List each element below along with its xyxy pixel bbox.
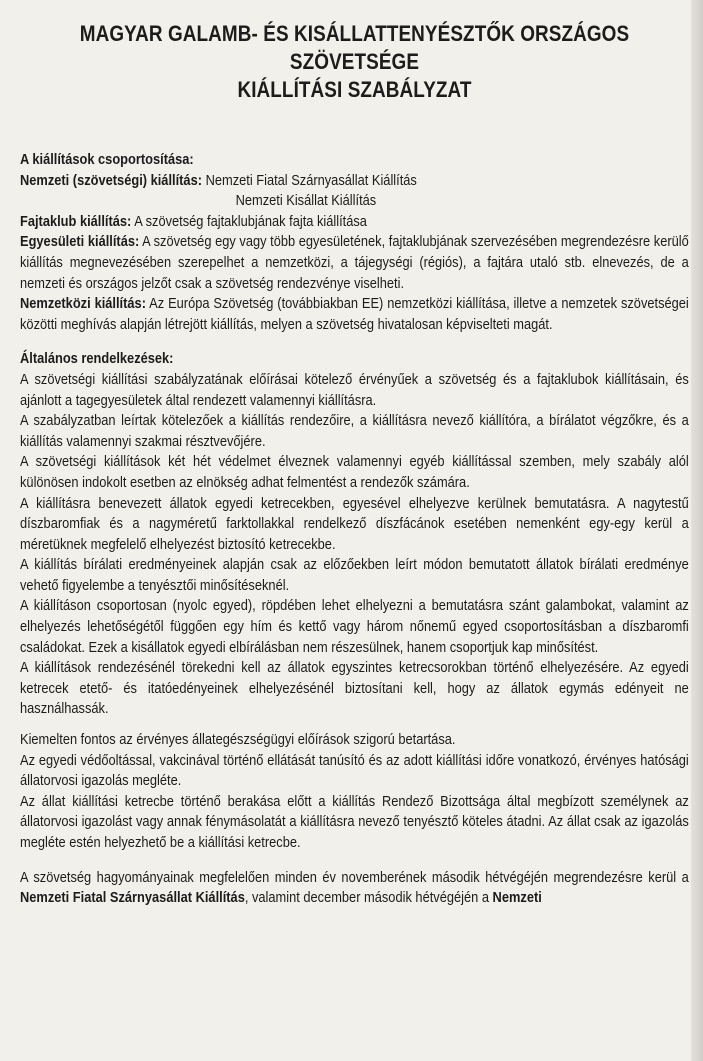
document-title: [20, 20, 689, 104]
club-label: Egyesületi kiállítás:: [20, 234, 140, 251]
section-heading-groups: A kiállítások csoportosítása:: [20, 152, 194, 168]
general-paragraph-6: A kiállításon csoportosan (nyolc egyed), röpdében lehet elhelyezni a bemutatásra szánt galambokat, valamint az elhelyezés lehetőségétől függően egy hím és kettő vagy három nőnemű egyed csoportosításban a díszbaromfi családokat. Ezek a kisállatok egyedi elbírálásban nem részesülnek, hanem csoportjuk kap minősítést.: [20, 598, 689, 656]
vet-paragraph-3: Az állat kiállítási ketrecbe történő berakása előtt a kiállítás Rendező Bizottsága által megbízott személynek az állatorvosi igazolást vagy annak fénymásolatát a kiállításra nevező tenyésztő köteles átadni. Az állat csak az igazolás megléte estén helyezhető be a kiállítási ketrecbe.: [20, 793, 689, 851]
title-line-3: KIÁLLÍTÁSI SZABÁLYZAT: [237, 77, 472, 102]
general-paragraph-2: A szabályzatban leírtak kötelezőek a kiállítás rendezőire, a kiállításra nevező kiállítóra, a bírálatot végzőkre, és a kiállítás valamennyi szakmai résztvevőjére.: [20, 413, 689, 450]
section-heading-general: Általános rendelkezések:: [20, 351, 174, 368]
intl-text: Az Európa Szövetség (továbbiakban EE) nemzetközi kiállítása, illetve a nemzetek szövetségei közötti meghívás alapján létrejött kiállítás, melyen a szövetség hivatalosan képviselteti magát.: [20, 296, 689, 333]
national-value-2: Nemzeti Kisállat Kiállítás: [235, 193, 377, 210]
title-line-1: MAGYAR GALAMB- ÉS KISÁLLATTENYÉSZTŐK ORSZÁGOS: [79, 21, 630, 46]
vet-paragraph-2: Az egyedi védőoltással, vakcinával történő ellátását tanúsító és az adott kiállítási időre vonatkozó, érvényes hatósági állatorvosi igazolás megléte.: [20, 752, 689, 790]
closing-text-a: A szövetség hagyományainak megfelelően minden év novemberének második hétvégéjén megrendezésre kerül a: [20, 869, 689, 886]
closing-text-b: , valamint december második hétvégéjén a: [244, 890, 493, 907]
intl-exhibition-paragraph: [20, 294, 689, 335]
general-paragraph-5: A kiállítás bírálati eredményeinek alapján csak az előzőekben leírt módon bemutatott állatok bírálati eredménye vehető figyelembe a tenyésztői minősítéseknél.: [20, 557, 689, 594]
club-text: A szövetség egy vagy több egyesületének, fajtaklubjának szervezésében megrendezésre kerülő kiállítás megnevezésében szerepelhet a nemzetközi, a tájegységi (régiós), a fajtára utaló stb. elnevezés, de a nemzeti és országos jelzőt csak a szövetség rendezvénye viselheti.: [20, 234, 689, 292]
closing-paragraph: [20, 868, 689, 909]
general-paragraph-4: A kiállításra benevezett állatok egyedi ketrecekben, egyesével elhelyezve kerülnek bemutatásra. A nagytestű díszbaromfiak és a nagyméretű farktollakkal rendelkező díszfácánok esetében nemenként egy-egy kerül a méretüknek megfelelő elhelyezést biztosító ketrecekbe.: [20, 495, 689, 553]
page-edge: [691, 0, 703, 1061]
title-line-2: SZÖVETSÉGE: [289, 49, 420, 74]
closing-bold-a: Nemzeti Fiatal Szárnyasállat Kiállítás: [20, 890, 245, 907]
breedclub-label: Fajtaklub kiállítás:: [20, 213, 132, 230]
breedclub-text: A szövetség fajtaklubjának fajta kiállítása: [131, 213, 367, 230]
vet-paragraph-1: Kiemelten fontos az érvényes állategészségügyi előírások szigorú betartása.: [20, 732, 456, 749]
general-paragraph-1: A szövetségi kiállítási szabályzatának előírásai kötelező érvényűek a szövetség és a fajtaklubok kiállításain, és ajánlott a tagegyesületek által rendezett valamennyi kiállításra.: [20, 371, 689, 409]
club-exhibition-paragraph: [20, 232, 689, 294]
general-paragraph-3: A szövetségi kiállítások két hét védelmet élveznek valamennyi egyéb kiállítással szemben, mely szabály alól különösen indokolt esetben az elnökség adhat felmentést a rendezők számára.: [20, 454, 689, 491]
general-paragraph-7: A kiállítások rendezésénél törekedni kell az állatok egyszintes ketrecsorokban történő elhelyezésére. Az egyedi ketrecek etető- és itatóedényeinek elhelyezésénél biztosítani kell, hogy az állatok egymás edényeit ne használhassák.: [20, 660, 689, 718]
intl-label: Nemzetközi kiállítás:: [20, 296, 146, 313]
breedclub-exhibition-line: [20, 212, 689, 233]
national-exhibition-line: [20, 171, 689, 192]
national-value-2-line: [20, 191, 689, 212]
closing-bold-b: Nemzeti: [492, 890, 542, 907]
national-value-1: Nemzeti Fiatal Szárnyasállat Kiállítás: [202, 172, 417, 189]
document-body: [20, 150, 689, 909]
national-label: Nemzeti (szövetségi) kiállítás:: [20, 172, 203, 189]
